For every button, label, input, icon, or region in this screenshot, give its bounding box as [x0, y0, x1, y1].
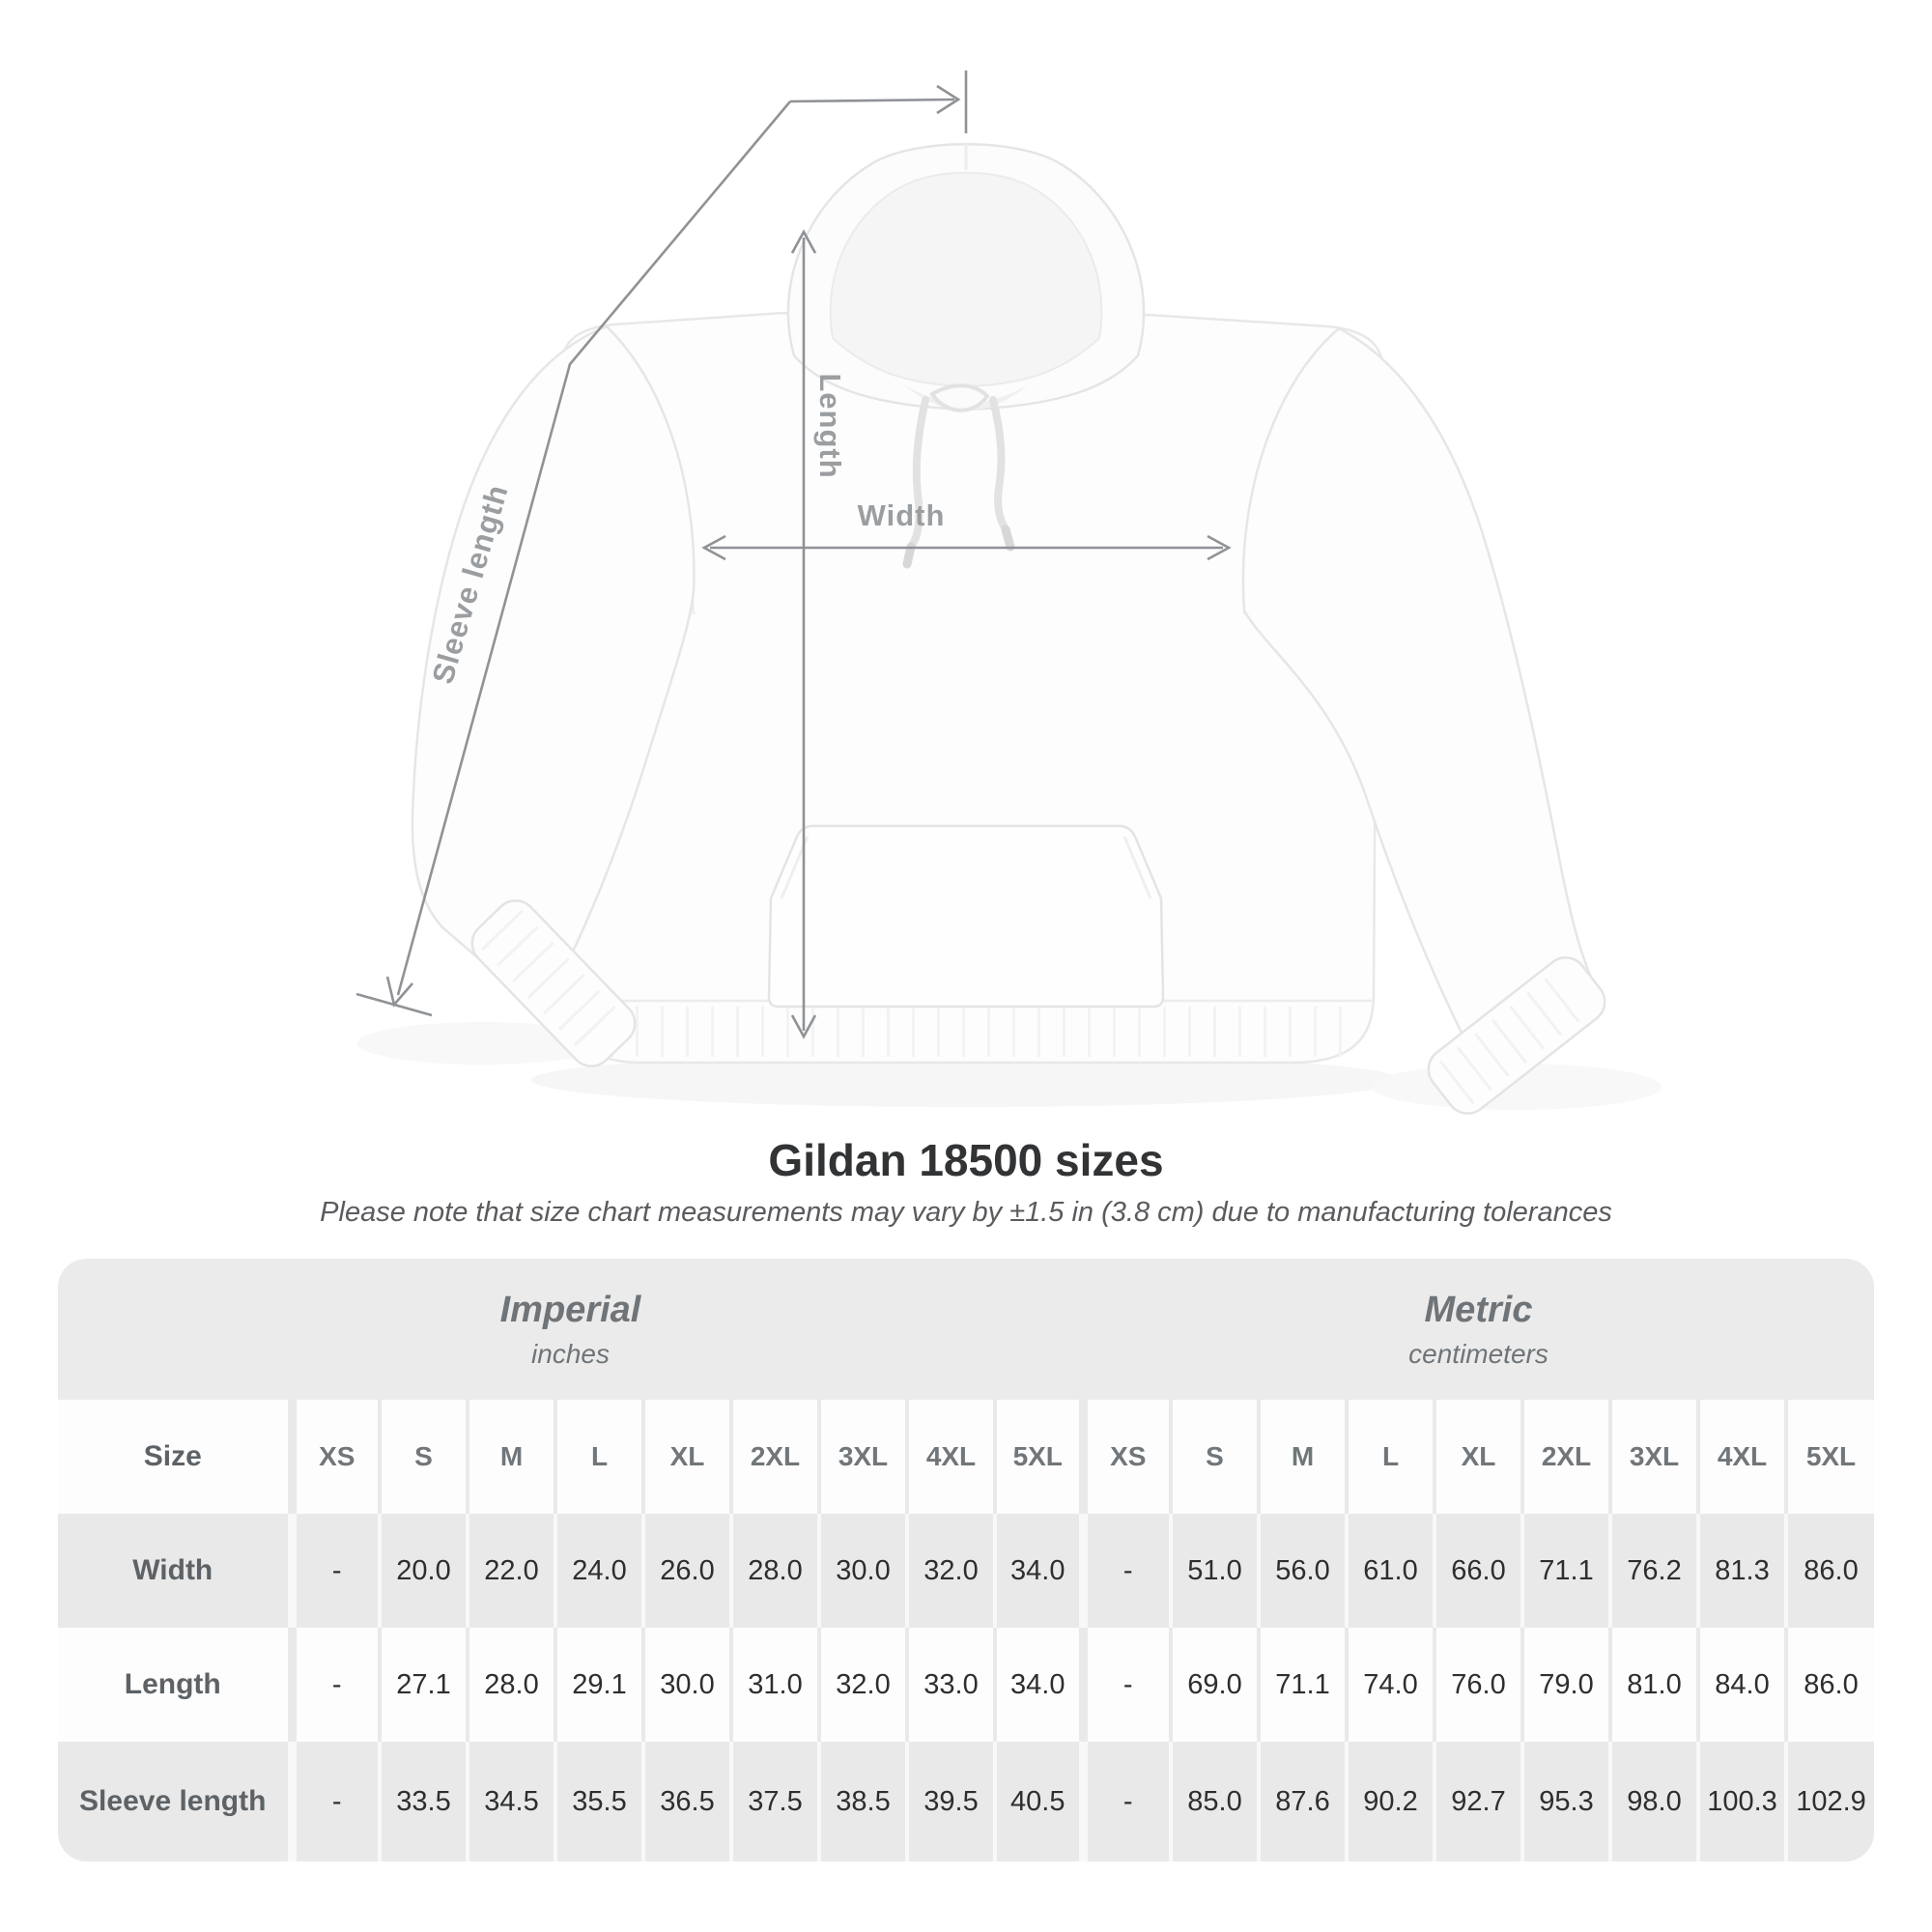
size-corner-label: Size — [58, 1400, 292, 1514]
length-imperial-value: 34.0 — [995, 1628, 1083, 1742]
unit-header-row — [58, 1259, 1874, 1400]
imperial-size-header: XS — [292, 1400, 380, 1514]
imperial-size-header: XL — [643, 1400, 731, 1514]
metric-unit: centimeters — [1408, 1338, 1548, 1369]
width-imperial-value: 24.0 — [555, 1514, 643, 1628]
sleeve-imperial-value: - — [292, 1742, 380, 1861]
sleeve-horizontal-line — [790, 99, 954, 101]
row-label: Width — [58, 1514, 292, 1628]
kangaroo-pocket — [769, 826, 1163, 1007]
row-label: Length — [58, 1628, 292, 1742]
width-imperial-value: 22.0 — [468, 1514, 555, 1628]
length-imperial-value: 27.1 — [380, 1628, 468, 1742]
metric-label: Metric — [1424, 1289, 1533, 1330]
length-imperial-value: - — [292, 1628, 380, 1742]
metric-size-header: S — [1171, 1400, 1259, 1514]
length-label: Length — [813, 373, 847, 479]
metric-section-header — [1083, 1259, 1874, 1400]
length-metric-value: 74.0 — [1347, 1628, 1435, 1742]
sleeve-imperial-value: 37.5 — [731, 1742, 819, 1861]
imperial-size-header: 4XL — [907, 1400, 995, 1514]
width-imperial-value: - — [292, 1514, 380, 1628]
sleeve-metric-value: 90.2 — [1347, 1742, 1435, 1861]
imperial-size-header: M — [468, 1400, 555, 1514]
tolerance-note: Please note that size chart measurements may vary by ±1.5 in (3.8 cm) due to manufacturing tolerances — [320, 1197, 1612, 1228]
imperial-unit: inches — [531, 1338, 610, 1369]
sleeve-imperial-value: 35.5 — [555, 1742, 643, 1861]
metric-size-header: 4XL — [1698, 1400, 1786, 1514]
width-imperial-value: 34.0 — [995, 1514, 1083, 1628]
sleeve-imperial-value: 39.5 — [907, 1742, 995, 1861]
length-metric-value: 76.0 — [1435, 1628, 1522, 1742]
width-metric-value: 81.3 — [1698, 1514, 1786, 1628]
width-imperial-value: 32.0 — [907, 1514, 995, 1628]
length-imperial-value: 33.0 — [907, 1628, 995, 1742]
length-metric-value: 71.1 — [1259, 1628, 1347, 1742]
length-metric-value: 81.0 — [1610, 1628, 1698, 1742]
length-imperial-value: 31.0 — [731, 1628, 819, 1742]
width-metric-value: 61.0 — [1347, 1514, 1435, 1628]
metric-size-header: 3XL — [1610, 1400, 1698, 1514]
sleeve-end-tick — [356, 994, 432, 1015]
imperial-size-header: S — [380, 1400, 468, 1514]
width-metric-value: 51.0 — [1171, 1514, 1259, 1628]
size-table-container — [58, 1259, 1874, 1861]
sleeve-metric-value: 98.0 — [1610, 1742, 1698, 1861]
size-header-row — [58, 1400, 1874, 1514]
metric-size-header: 2XL — [1522, 1400, 1610, 1514]
imperial-size-header: 3XL — [819, 1400, 907, 1514]
imperial-label: Imperial — [499, 1289, 641, 1330]
length-metric-value: 69.0 — [1171, 1628, 1259, 1742]
length-imperial-value: 28.0 — [468, 1628, 555, 1742]
imperial-section-header — [58, 1259, 1083, 1400]
metric-size-header: L — [1347, 1400, 1435, 1514]
sleeve-imperial-value: 40.5 — [995, 1742, 1083, 1861]
length-metric-value: 79.0 — [1522, 1628, 1610, 1742]
length-imperial-value: 32.0 — [819, 1628, 907, 1742]
width-imperial-value: 30.0 — [819, 1514, 907, 1628]
length-metric-value: 86.0 — [1786, 1628, 1874, 1742]
width-metric-value: 66.0 — [1435, 1514, 1522, 1628]
length-imperial-value: 30.0 — [643, 1628, 731, 1742]
width-imperial-value: 28.0 — [731, 1514, 819, 1628]
imperial-size-header: L — [555, 1400, 643, 1514]
sleeve-imperial-value: 36.5 — [643, 1742, 731, 1861]
width-metric-value: 76.2 — [1610, 1514, 1698, 1628]
sleeve-metric-value: 87.6 — [1259, 1742, 1347, 1861]
imperial-size-header: 2XL — [731, 1400, 819, 1514]
sleeve-metric-value: 102.9 — [1786, 1742, 1874, 1861]
width-metric-value: 56.0 — [1259, 1514, 1347, 1628]
sleeve-metric-value: - — [1083, 1742, 1171, 1861]
width-row — [58, 1514, 1874, 1628]
length-metric-value: 84.0 — [1698, 1628, 1786, 1742]
sleeve-length-label: Sleeve length — [425, 480, 515, 688]
sleeve-metric-value: 85.0 — [1171, 1742, 1259, 1861]
length-row — [58, 1628, 1874, 1742]
width-metric-value: 86.0 — [1786, 1514, 1874, 1628]
width-imperial-value: 20.0 — [380, 1514, 468, 1628]
width-imperial-value: 26.0 — [643, 1514, 731, 1628]
sleeve-metric-value: 95.3 — [1522, 1742, 1610, 1861]
row-label: Sleeve length — [58, 1742, 292, 1861]
width-metric-value: - — [1083, 1514, 1171, 1628]
sleeve-metric-value: 100.3 — [1698, 1742, 1786, 1861]
metric-size-header: XL — [1435, 1400, 1522, 1514]
metric-size-header: 5XL — [1786, 1400, 1874, 1514]
width-metric-value: 71.1 — [1522, 1514, 1610, 1628]
length-imperial-value: 29.1 — [555, 1628, 643, 1742]
sleeve-imperial-value: 38.5 — [819, 1742, 907, 1861]
page-title: Gildan 18500 sizes — [768, 1135, 1164, 1185]
imperial-size-header: 5XL — [995, 1400, 1083, 1514]
width-label: Width — [857, 498, 946, 532]
drawstring-right-aglet — [1006, 529, 1010, 547]
metric-size-header: XS — [1083, 1400, 1171, 1514]
metric-size-header: M — [1259, 1400, 1347, 1514]
drawstring-left-aglet — [907, 547, 911, 564]
sleeve-metric-value: 92.7 — [1435, 1742, 1522, 1861]
sleeve-length-row — [58, 1742, 1874, 1861]
sleeve-imperial-value: 34.5 — [468, 1742, 555, 1861]
sleeve-imperial-value: 33.5 — [380, 1742, 468, 1861]
length-metric-value: - — [1083, 1628, 1171, 1742]
size-table — [58, 1259, 1874, 1861]
